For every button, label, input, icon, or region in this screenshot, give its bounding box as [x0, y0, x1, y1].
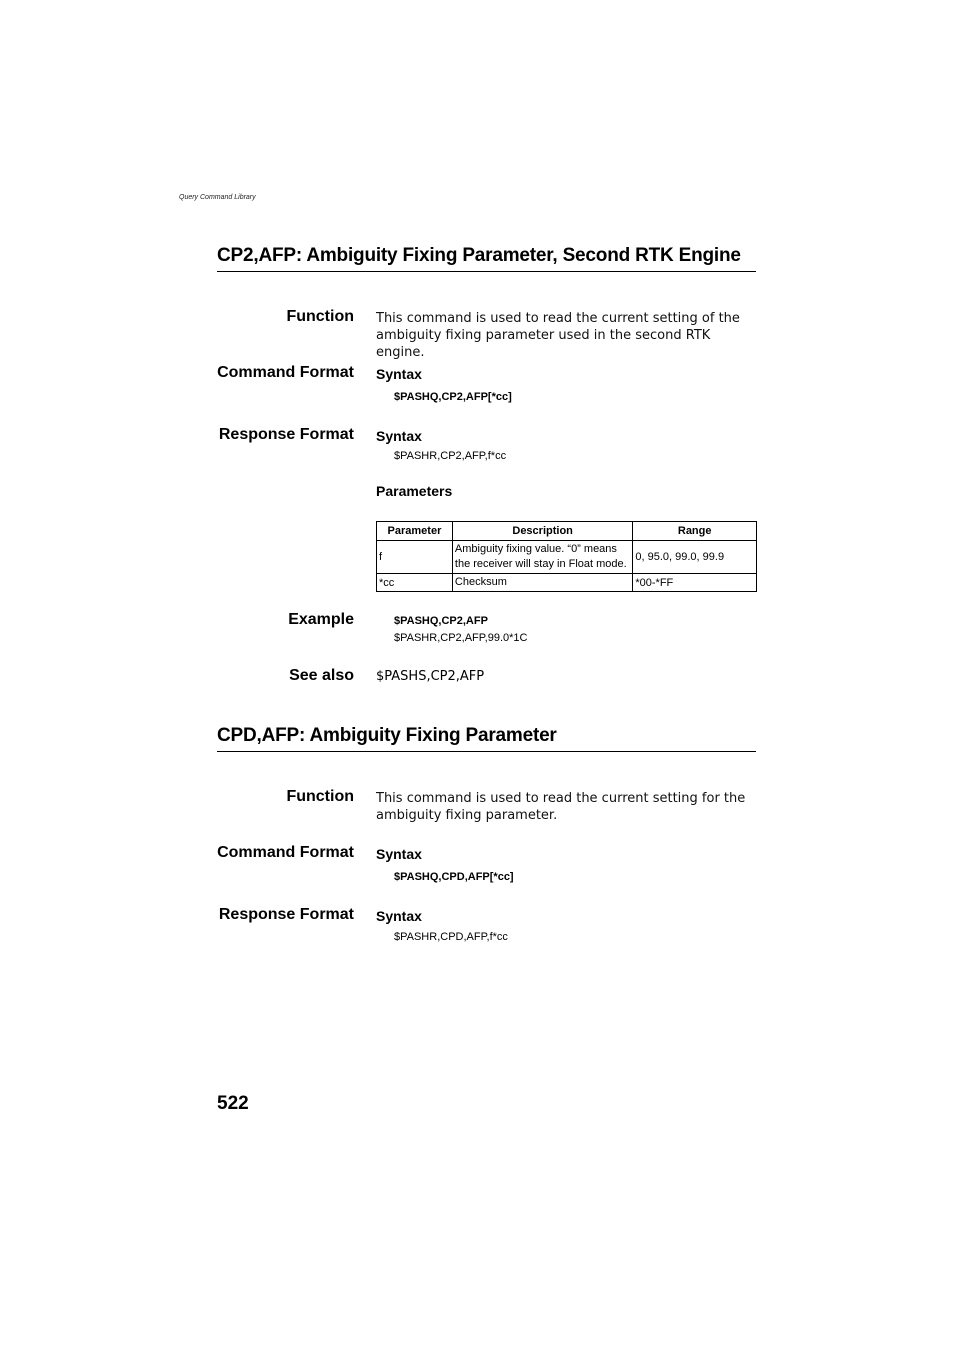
- response-format-label: Response Format: [218, 906, 354, 923]
- response-syntax: $PASHR,CPD,AFP,f*cc: [394, 931, 508, 943]
- parameters-heading: Parameters: [376, 483, 453, 499]
- command-format-label: Command Format: [217, 844, 354, 861]
- response-syntax-heading: Syntax: [376, 428, 422, 444]
- table-cell: f: [377, 541, 453, 574]
- section-title-cp2-afp: CP2,AFP: Ambiguity Fixing Parameter, Second RTK Engine: [217, 245, 756, 272]
- table-cell: *cc: [377, 574, 453, 592]
- table-cell: 0, 95.0, 99.0, 99.9: [633, 541, 757, 574]
- table-cell: *00-*FF: [633, 574, 757, 592]
- command-syntax: $PASHQ,CPD,AFP[*cc]: [394, 871, 514, 883]
- table-header-cell: Range: [633, 522, 757, 541]
- response-syntax: $PASHR,CP2,AFP,f*cc: [394, 450, 507, 462]
- table-header-cell: Parameter: [377, 522, 453, 541]
- section-title-cpd-afp: CPD,AFP: Ambiguity Fixing Parameter: [217, 725, 756, 752]
- response-format-label: Response Format: [218, 426, 354, 443]
- function-label: Function: [286, 308, 354, 325]
- function-text: This command is used to read the current setting for the ambiguity fixing parameter.: [376, 791, 746, 823]
- table-cell: Ambiguity fixing value. “0” means the receiver will stay in Float mode.: [452, 541, 632, 574]
- function-text: This command is used to read the current setting of the ambiguity fixing parameter used in the second RTK engine.: [376, 311, 740, 360]
- page-number: 522: [217, 1093, 249, 1114]
- command-syntax-heading: Syntax: [376, 366, 422, 382]
- table-header-row: [377, 522, 757, 541]
- example-query: $PASHQ,CP2,AFP: [394, 615, 488, 627]
- table-cell: Checksum: [452, 574, 632, 592]
- example-label: Example: [288, 611, 354, 628]
- example-response: $PASHR,CP2,AFP,99.0*1C: [394, 632, 528, 644]
- running-header: Query Command Library: [179, 194, 256, 201]
- see-also-link[interactable]: $PASHS,CP2,AFP: [376, 669, 485, 684]
- command-syntax-heading: Syntax: [376, 846, 422, 862]
- table-header-cell: Description: [452, 522, 632, 541]
- table-row: [377, 574, 757, 592]
- command-syntax: $PASHQ,CP2,AFP[*cc]: [394, 391, 512, 403]
- command-format-label: Command Format: [217, 364, 354, 381]
- parameters-table: [376, 521, 757, 592]
- function-label: Function: [286, 788, 354, 805]
- see-also-label: See also: [289, 667, 354, 684]
- response-syntax-heading: Syntax: [376, 908, 422, 924]
- table-row: [377, 541, 757, 574]
